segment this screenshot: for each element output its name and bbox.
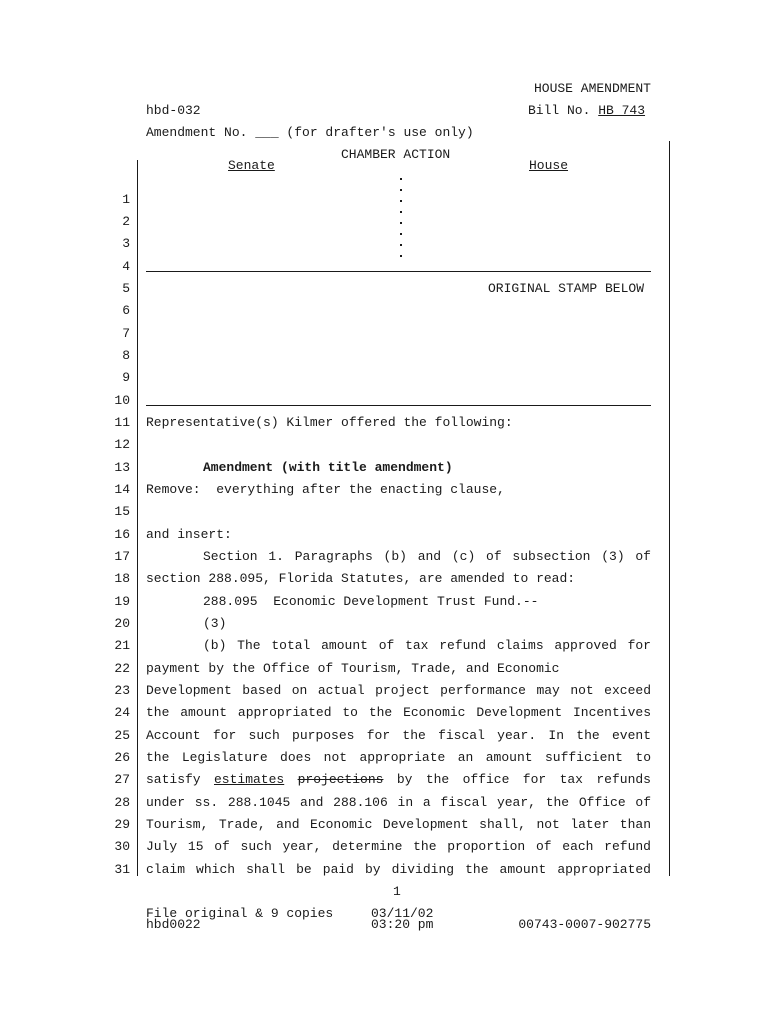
- line-number: 14: [114, 482, 130, 497]
- body-line-30: July 15 of such year, determine the proportion of each refund: [146, 839, 651, 854]
- right-margin-rule: [669, 141, 670, 876]
- stamp-label: ORIGINAL STAMP BELOW: [487, 281, 644, 296]
- body-line-27-start: satisfy: [146, 772, 214, 787]
- bill-number: HB 743: [598, 103, 646, 118]
- line-number: 25: [114, 728, 130, 743]
- line-number: 23: [114, 683, 130, 698]
- divider-line-10: [146, 405, 651, 406]
- amendment-number-line: Amendment No. ___ (for drafter's use only): [146, 125, 474, 140]
- line-number: 17: [114, 549, 130, 564]
- page-number: 1: [393, 884, 401, 899]
- tracking-number: 00743-0007-902775: [518, 917, 651, 932]
- body-line-29: Tourism, Trade, and Economic Development shall, not later than: [146, 817, 651, 832]
- statute-title: 288.095 Economic Development Trust Fund.--: [203, 594, 539, 609]
- line-number: 20: [114, 616, 130, 631]
- line-number: 11: [114, 415, 130, 430]
- document-type: HOUSE AMENDMENT: [533, 81, 651, 96]
- line-number: 28: [114, 795, 130, 810]
- line-number: 3: [122, 236, 130, 251]
- line-number: 24: [114, 705, 130, 720]
- house-label: House: [529, 158, 569, 173]
- line-number: 29: [114, 817, 130, 832]
- body-line-25: Account for such purposes for the fiscal year. In the event: [146, 728, 651, 743]
- paragraph-b-line: (b) The total amount of tax refund claims approved for: [203, 638, 651, 653]
- chamber-action-heading: CHAMBER ACTION: [341, 147, 451, 162]
- line-number: 22: [114, 661, 130, 676]
- body-line-26: the Legislature does not appropriate an amount sufficient to: [146, 750, 651, 765]
- line-number: 18: [114, 571, 130, 586]
- line-number: 4: [122, 259, 130, 274]
- divider-line-4: [146, 271, 651, 272]
- line-number: 8: [122, 348, 130, 363]
- line-number: 10: [114, 393, 130, 408]
- line-number: 26: [114, 750, 130, 765]
- line-number: 19: [114, 594, 130, 609]
- line-number: 27: [114, 772, 130, 787]
- amendment-heading: Amendment (with title amendment): [203, 460, 453, 475]
- line-number: 2: [122, 214, 130, 229]
- bill-label: Bill No.: [528, 103, 599, 118]
- deleted-text: projections: [297, 772, 384, 787]
- line-number: 5: [122, 281, 130, 296]
- chamber-divider-dots: [398, 178, 404, 266]
- footer-time: 03:20 pm: [371, 917, 434, 932]
- offered-by-line: Representative(s) Kilmer offered the following:: [146, 415, 513, 430]
- line-number: 1: [122, 192, 130, 207]
- body-line-23: Development based on actual project performance may not exceed: [146, 683, 651, 698]
- line-number: 16: [114, 527, 130, 542]
- section-1-line: Section 1. Paragraphs (b) and (c) of subsection (3) of: [203, 549, 651, 564]
- line-number: 15: [114, 504, 130, 519]
- body-line-28: under ss. 288.1045 and 288.106 in a fiscal year, the Office of: [146, 795, 651, 810]
- footer-date: 03/11/02: [371, 906, 434, 921]
- body-line-27-end: by the office for tax refunds: [396, 772, 651, 787]
- body-line-24: the amount appropriated to the Economic Development Incentives: [146, 705, 651, 720]
- inserted-text: estimates: [214, 772, 285, 787]
- body-line-22: payment by the Office of Tourism, Trade, and Economic: [146, 661, 560, 676]
- line-number: 21: [114, 638, 130, 653]
- file-code: hbd0022: [146, 917, 201, 932]
- line-number: 12: [114, 437, 130, 452]
- insert-line: and insert:: [146, 527, 232, 542]
- remove-line: Remove: everything after the enacting clause,: [146, 482, 505, 497]
- body-line-27: [146, 772, 651, 787]
- bill-number-line: [528, 103, 645, 118]
- body-line-31: claim which shall be paid by dividing the amount appropriated: [146, 862, 651, 877]
- line-number: 13: [114, 460, 130, 475]
- document-id: hbd-032: [146, 103, 201, 118]
- line-number: 31: [114, 862, 130, 877]
- copies-note: File original & 9 copies: [146, 906, 334, 921]
- left-margin-rule: [137, 160, 138, 876]
- line-number: 30: [114, 839, 130, 854]
- subsection-3: (3): [203, 616, 227, 631]
- line-number: 9: [122, 370, 130, 385]
- line-number: 7: [122, 326, 130, 341]
- statute-line: section 288.095, Florida Statutes, are amended to read:: [146, 571, 576, 586]
- senate-label: Senate: [228, 158, 275, 173]
- line-number: 6: [122, 303, 130, 318]
